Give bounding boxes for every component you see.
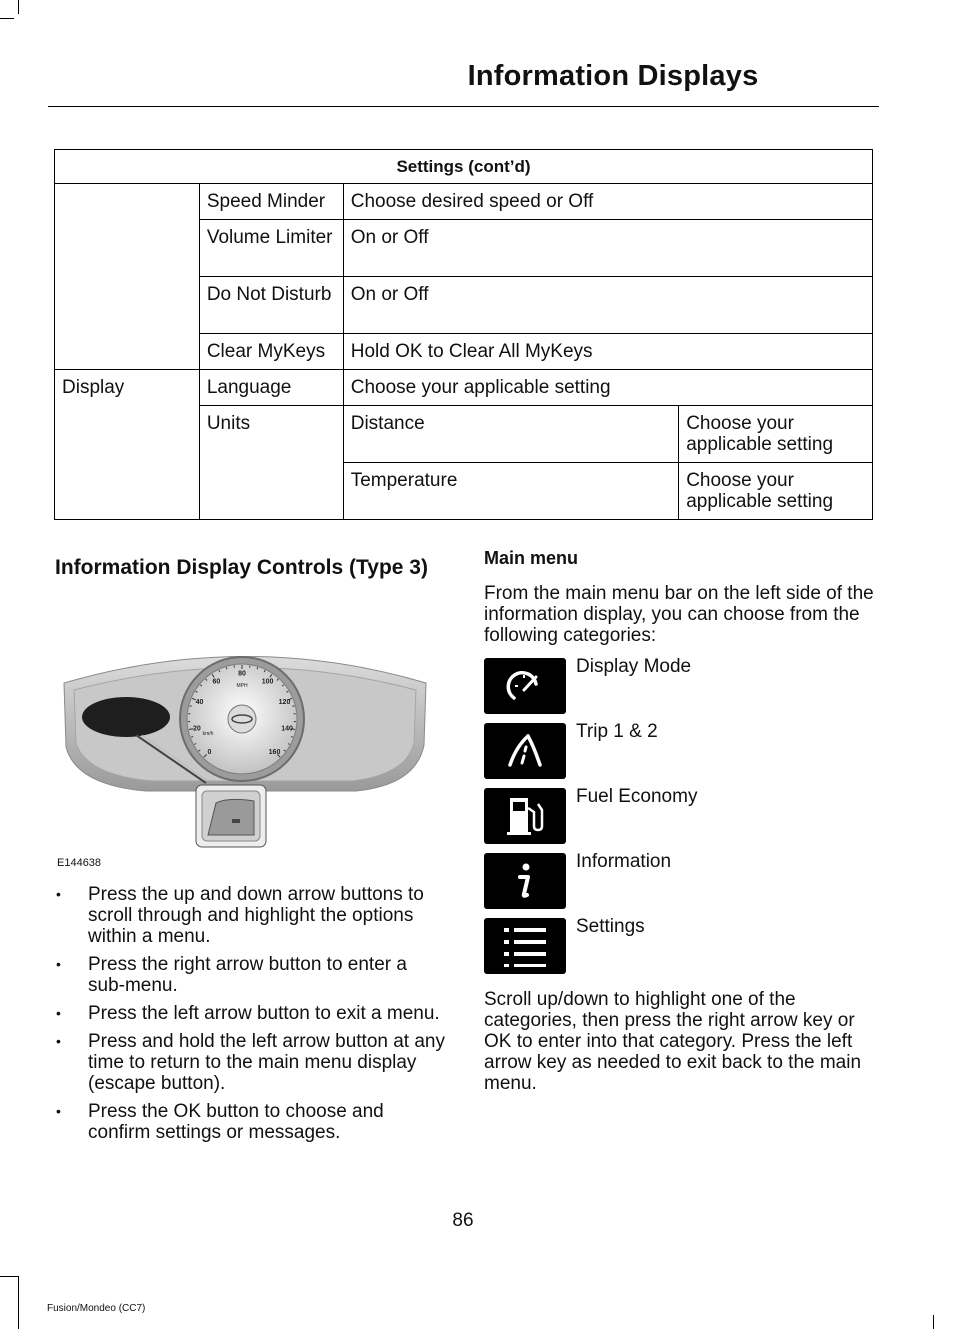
main-menu-intro: From the main menu bar on the left side of the information display, you can choose from the following categories:	[484, 583, 874, 646]
section-heading: Information Display Controls (Type 3)	[55, 556, 428, 579]
list-item: • Press and hold the left arrow button at any time to return to the main menu display (escape button).	[56, 1031, 448, 1094]
gauge-label: 0	[207, 749, 212, 756]
instrument-cluster-figure	[56, 635, 442, 855]
list-icon	[484, 918, 566, 974]
display-screen	[82, 697, 170, 737]
gauge-tick	[292, 706, 294, 707]
gauge-tick	[226, 667, 227, 669]
gauge-tick	[190, 706, 192, 707]
page-number: 86	[452, 1210, 474, 1231]
table-cell: Hold OK to Clear All MyKeys	[343, 334, 872, 370]
menu-item-trip	[484, 723, 874, 779]
table-cell: Do Not Disturb	[199, 277, 343, 334]
table-cell: On or Off	[343, 220, 872, 277]
crop-mark	[0, 1276, 18, 1277]
table-cell: Speed Minder	[199, 184, 343, 220]
gauge-label: 80	[238, 670, 246, 678]
menu-item-label: Information	[576, 851, 672, 872]
road-icon	[484, 723, 566, 779]
table-row	[55, 184, 873, 220]
menu-item-label: Trip 1 & 2	[576, 721, 658, 742]
gauge-label: 160	[268, 749, 281, 756]
crop-mark	[933, 1315, 934, 1329]
svg-text:km/h: km/h	[202, 731, 214, 737]
table-cell: Temperature	[343, 463, 678, 520]
main-menu-instructions: Scroll up/down to highlight one of the categories, then press the right arrow key or OK to enter into that category. Press the left arrow key as needed to exit back to the main menu.	[484, 989, 862, 1094]
table-cell: Choose your applicable setting	[679, 463, 873, 520]
table-cell: On or Off	[343, 277, 872, 334]
menu-item-label: Fuel Economy	[576, 786, 698, 807]
gauge-label: 20	[193, 725, 201, 733]
menu-item-information	[484, 853, 874, 909]
settings-table	[54, 149, 873, 520]
list-item: • Press the OK button to choose and confirm settings or messages.	[56, 1101, 448, 1143]
fuel-pump-icon	[484, 788, 566, 844]
gauge-label: 60	[212, 678, 221, 686]
table-cell-empty	[55, 184, 200, 370]
main-menu-heading: Main menu	[484, 548, 579, 568]
gauge-label: 100	[261, 678, 274, 686]
table-caption: Settings (cont’d)	[55, 150, 873, 184]
figure-code: E144638	[57, 857, 102, 869]
info-icon	[484, 853, 566, 909]
gauge-label: 120	[278, 698, 291, 706]
crop-mark	[18, 0, 19, 14]
table-cell: Distance	[343, 406, 678, 463]
menu-item-label: Settings	[576, 916, 645, 937]
gauge-tick	[191, 737, 193, 738]
menu-item-display-mode	[484, 658, 874, 714]
cluster-illustration	[56, 635, 442, 855]
list-item: • Press the right arrow button to enter a sub-menu.	[56, 954, 448, 996]
gauge-icon	[484, 658, 566, 714]
gauge-label: 140	[281, 725, 293, 733]
table-cell: Choose your applicable setting	[679, 406, 873, 463]
table-cell: Choose your applicable setting	[343, 370, 872, 406]
list-item: • Press the up and down arrow buttons to scroll through and highlight the options within a menu.	[56, 884, 448, 947]
crop-mark	[0, 18, 14, 19]
crop-mark	[18, 1276, 19, 1329]
gauge-tick	[291, 737, 293, 738]
controls-list	[56, 884, 448, 1150]
gauge-label: 40	[195, 698, 204, 706]
page-title: Information Displays	[467, 60, 759, 92]
gauge-tick	[257, 667, 258, 669]
menu-item-fuel-economy	[484, 788, 874, 844]
header-rule	[48, 106, 879, 107]
menu-item-label: Display Mode	[576, 656, 692, 677]
table-cell: Volume Limiter	[199, 220, 343, 277]
table-cell: Language	[199, 370, 343, 406]
table-cell: Choose desired speed or Off	[343, 184, 872, 220]
svg-text:MPH: MPH	[236, 683, 248, 689]
footer-model: Fusion/Mondeo (CC7)	[47, 1303, 146, 1314]
menu-item-settings	[484, 918, 874, 974]
table-cell: Clear MyKeys	[199, 334, 343, 370]
table-cell-group: Display	[55, 370, 200, 520]
list-item: • Press the left arrow button to exit a menu.	[56, 1003, 448, 1024]
table-row	[55, 370, 873, 406]
table-cell: Units	[199, 406, 343, 520]
